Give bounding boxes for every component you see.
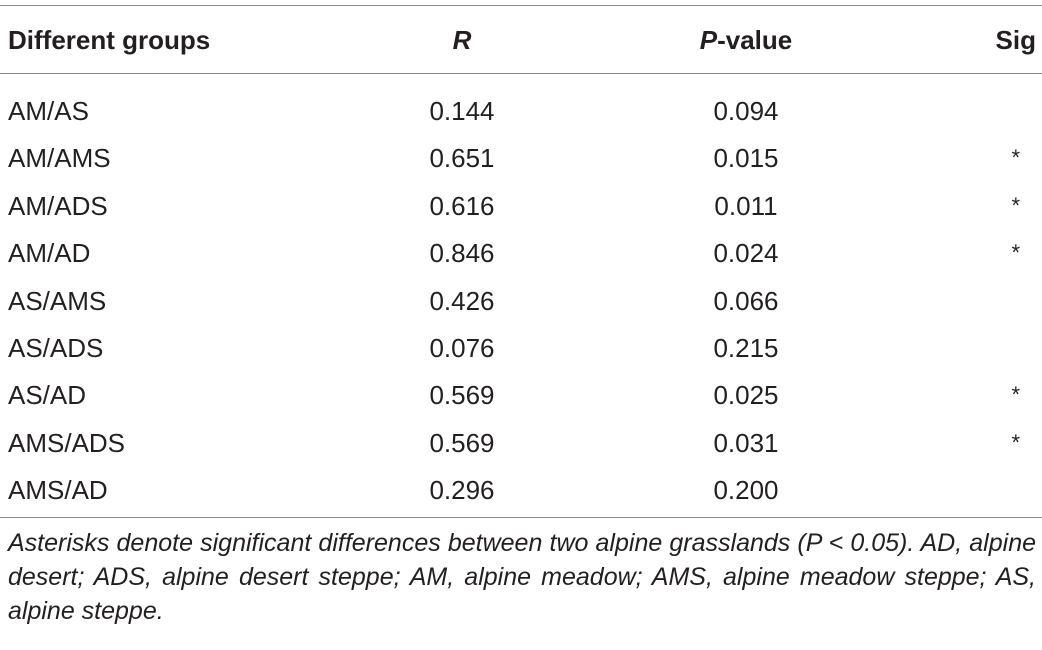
group-cell: AS/ADS: [8, 333, 104, 363]
p-value-cell: 0.015: [713, 143, 779, 173]
header-p-value: [662, 25, 830, 55]
header-p-letter: P: [699, 25, 718, 55]
r-cell: 0.296: [429, 475, 495, 505]
group-cell: AM/AD: [8, 238, 91, 268]
p-value-cell: 0.066: [713, 286, 779, 316]
p-value-cell: 0.025: [713, 380, 779, 410]
r-cell: 0.569: [429, 428, 495, 458]
r-cell: 0.651: [429, 143, 495, 173]
sig-cell: *: [1011, 193, 1020, 218]
header-rule: [0, 73, 1042, 74]
sig-cell: *: [1011, 145, 1020, 170]
group-cell: AMS/ADS: [8, 428, 126, 458]
p-value-cell: 0.094: [713, 96, 779, 126]
r-cell: 0.076: [429, 333, 495, 363]
r-cell: 0.426: [429, 286, 495, 316]
group-cell: AS/AD: [8, 380, 87, 410]
group-cell: AS/AMS: [8, 286, 107, 316]
header-sig: Sig: [995, 25, 1036, 55]
r-cell: 0.144: [429, 96, 495, 126]
p-value-cell: 0.200: [713, 475, 779, 505]
r-cell: 0.569: [429, 380, 495, 410]
sig-cell: *: [1011, 382, 1020, 407]
group-cell: AM/AMS: [8, 143, 111, 173]
header-different-groups: Different groups: [8, 25, 211, 55]
table-footnote: Asterisks denote significant differences between two alpine grasslands (P < 0.05). AD, alpine desert; ADS, alpine desert steppe; AM, alpine meadow; AMS, alpine meadow steppe; AS, alpine steppe.: [8, 529, 1036, 625]
group-cell: AM/ADS: [8, 191, 108, 221]
top-rule: [0, 5, 1042, 6]
r-cell: 0.846: [429, 238, 495, 268]
group-cell: AMS/AD: [8, 475, 108, 505]
p-value-cell: 0.011: [714, 191, 778, 221]
header-p-suffix: -value: [717, 25, 793, 55]
sig-cell: *: [1011, 430, 1020, 455]
bottom-rule: [0, 517, 1042, 518]
header-r: R: [452, 25, 472, 55]
group-cell: AM/AS: [8, 96, 89, 126]
p-value-cell: 0.031: [713, 428, 779, 458]
p-value-cell: 0.024: [713, 238, 779, 268]
p-value-cell: 0.215: [713, 333, 779, 363]
r-cell: 0.616: [429, 191, 495, 221]
sig-cell: *: [1011, 240, 1020, 265]
